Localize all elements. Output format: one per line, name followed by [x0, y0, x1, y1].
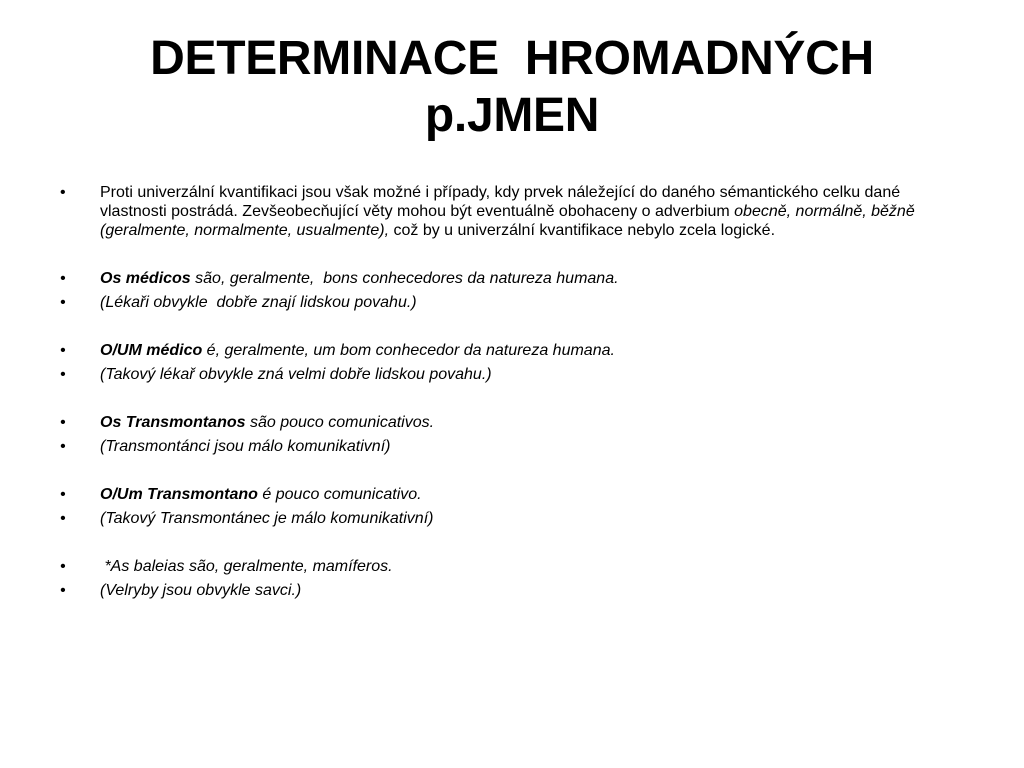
title-line-1: DETERMINACE HROMADNÝCH — [150, 32, 874, 85]
bullet: • — [60, 270, 66, 287]
bullet: • — [60, 366, 66, 383]
spacer — [60, 312, 950, 341]
bullet: • — [60, 414, 66, 431]
example-translation: (Takový Transmontánec je málo komunikativní) — [100, 510, 434, 527]
example-pt — [60, 341, 950, 360]
example-translation: (Lékaři obvykle dobře znají lidskou povahu.) — [100, 294, 417, 311]
example-cz — [60, 581, 950, 600]
intro-text: Proti univerzální kvantifikaci jsou však možné i případy, kdy prvek náležející do daného sémantického celku dané vlastnosti postrádá. Zevšeobecňující věty mohou být eventuálně obohaceny o adverbium — [100, 184, 901, 220]
slide-body — [60, 183, 950, 600]
example-pt — [60, 269, 950, 288]
example-cz — [60, 437, 950, 456]
bullet: • — [60, 294, 66, 311]
example-pt — [60, 557, 950, 576]
example-cz — [60, 293, 950, 312]
example-subject: O/Um Transmontano — [100, 486, 258, 503]
example-predicate: *As baleias são, geralmente, mamíferos. — [100, 558, 393, 575]
intro-tail: což by u univerzální kvantifikace nebylo zcela logické. — [389, 222, 776, 239]
bullet: • — [60, 486, 66, 503]
bullet: • — [60, 438, 66, 455]
example-translation: (Velryby jsou obvykle savci.) — [100, 582, 302, 599]
intro-adverbs: obecně, normálně, běžně (geralmente, normalmente, usualmente), — [100, 203, 915, 239]
title-line-2: p.JMEN — [424, 89, 600, 142]
example-subject: Os Transmontanos — [100, 414, 246, 431]
bullet: • — [60, 184, 66, 201]
example-subject: Os médicos — [100, 270, 191, 287]
spacer — [60, 456, 950, 485]
example-subject: O/UM médico — [100, 342, 203, 359]
example-translation: (Takový lékař obvykle zná velmi dobře lidskou povahu.) — [100, 366, 492, 383]
example-cz — [60, 509, 950, 528]
example-predicate: são, geralmente, bons conhecedores da natureza humana. — [190, 270, 619, 287]
example-cz — [60, 365, 950, 384]
example-predicate: é pouco comunicativo. — [257, 486, 422, 503]
spacer — [60, 384, 950, 413]
spacer — [60, 528, 950, 557]
bullet: • — [60, 510, 66, 527]
example-translation: (Transmontánci jsou málo komunikativní) — [100, 438, 391, 455]
intro-paragraph — [60, 183, 950, 240]
example-predicate: são pouco comunicativos. — [245, 414, 435, 431]
example-predicate: é, geralmente, um bom conhecedor da natureza humana. — [202, 342, 615, 359]
example-pt — [60, 485, 950, 504]
bullet: • — [60, 558, 66, 575]
bullet: • — [60, 582, 66, 599]
spacer — [60, 240, 950, 269]
bullet: • — [60, 342, 66, 359]
slide-title — [40, 30, 984, 144]
example-pt — [60, 413, 950, 432]
